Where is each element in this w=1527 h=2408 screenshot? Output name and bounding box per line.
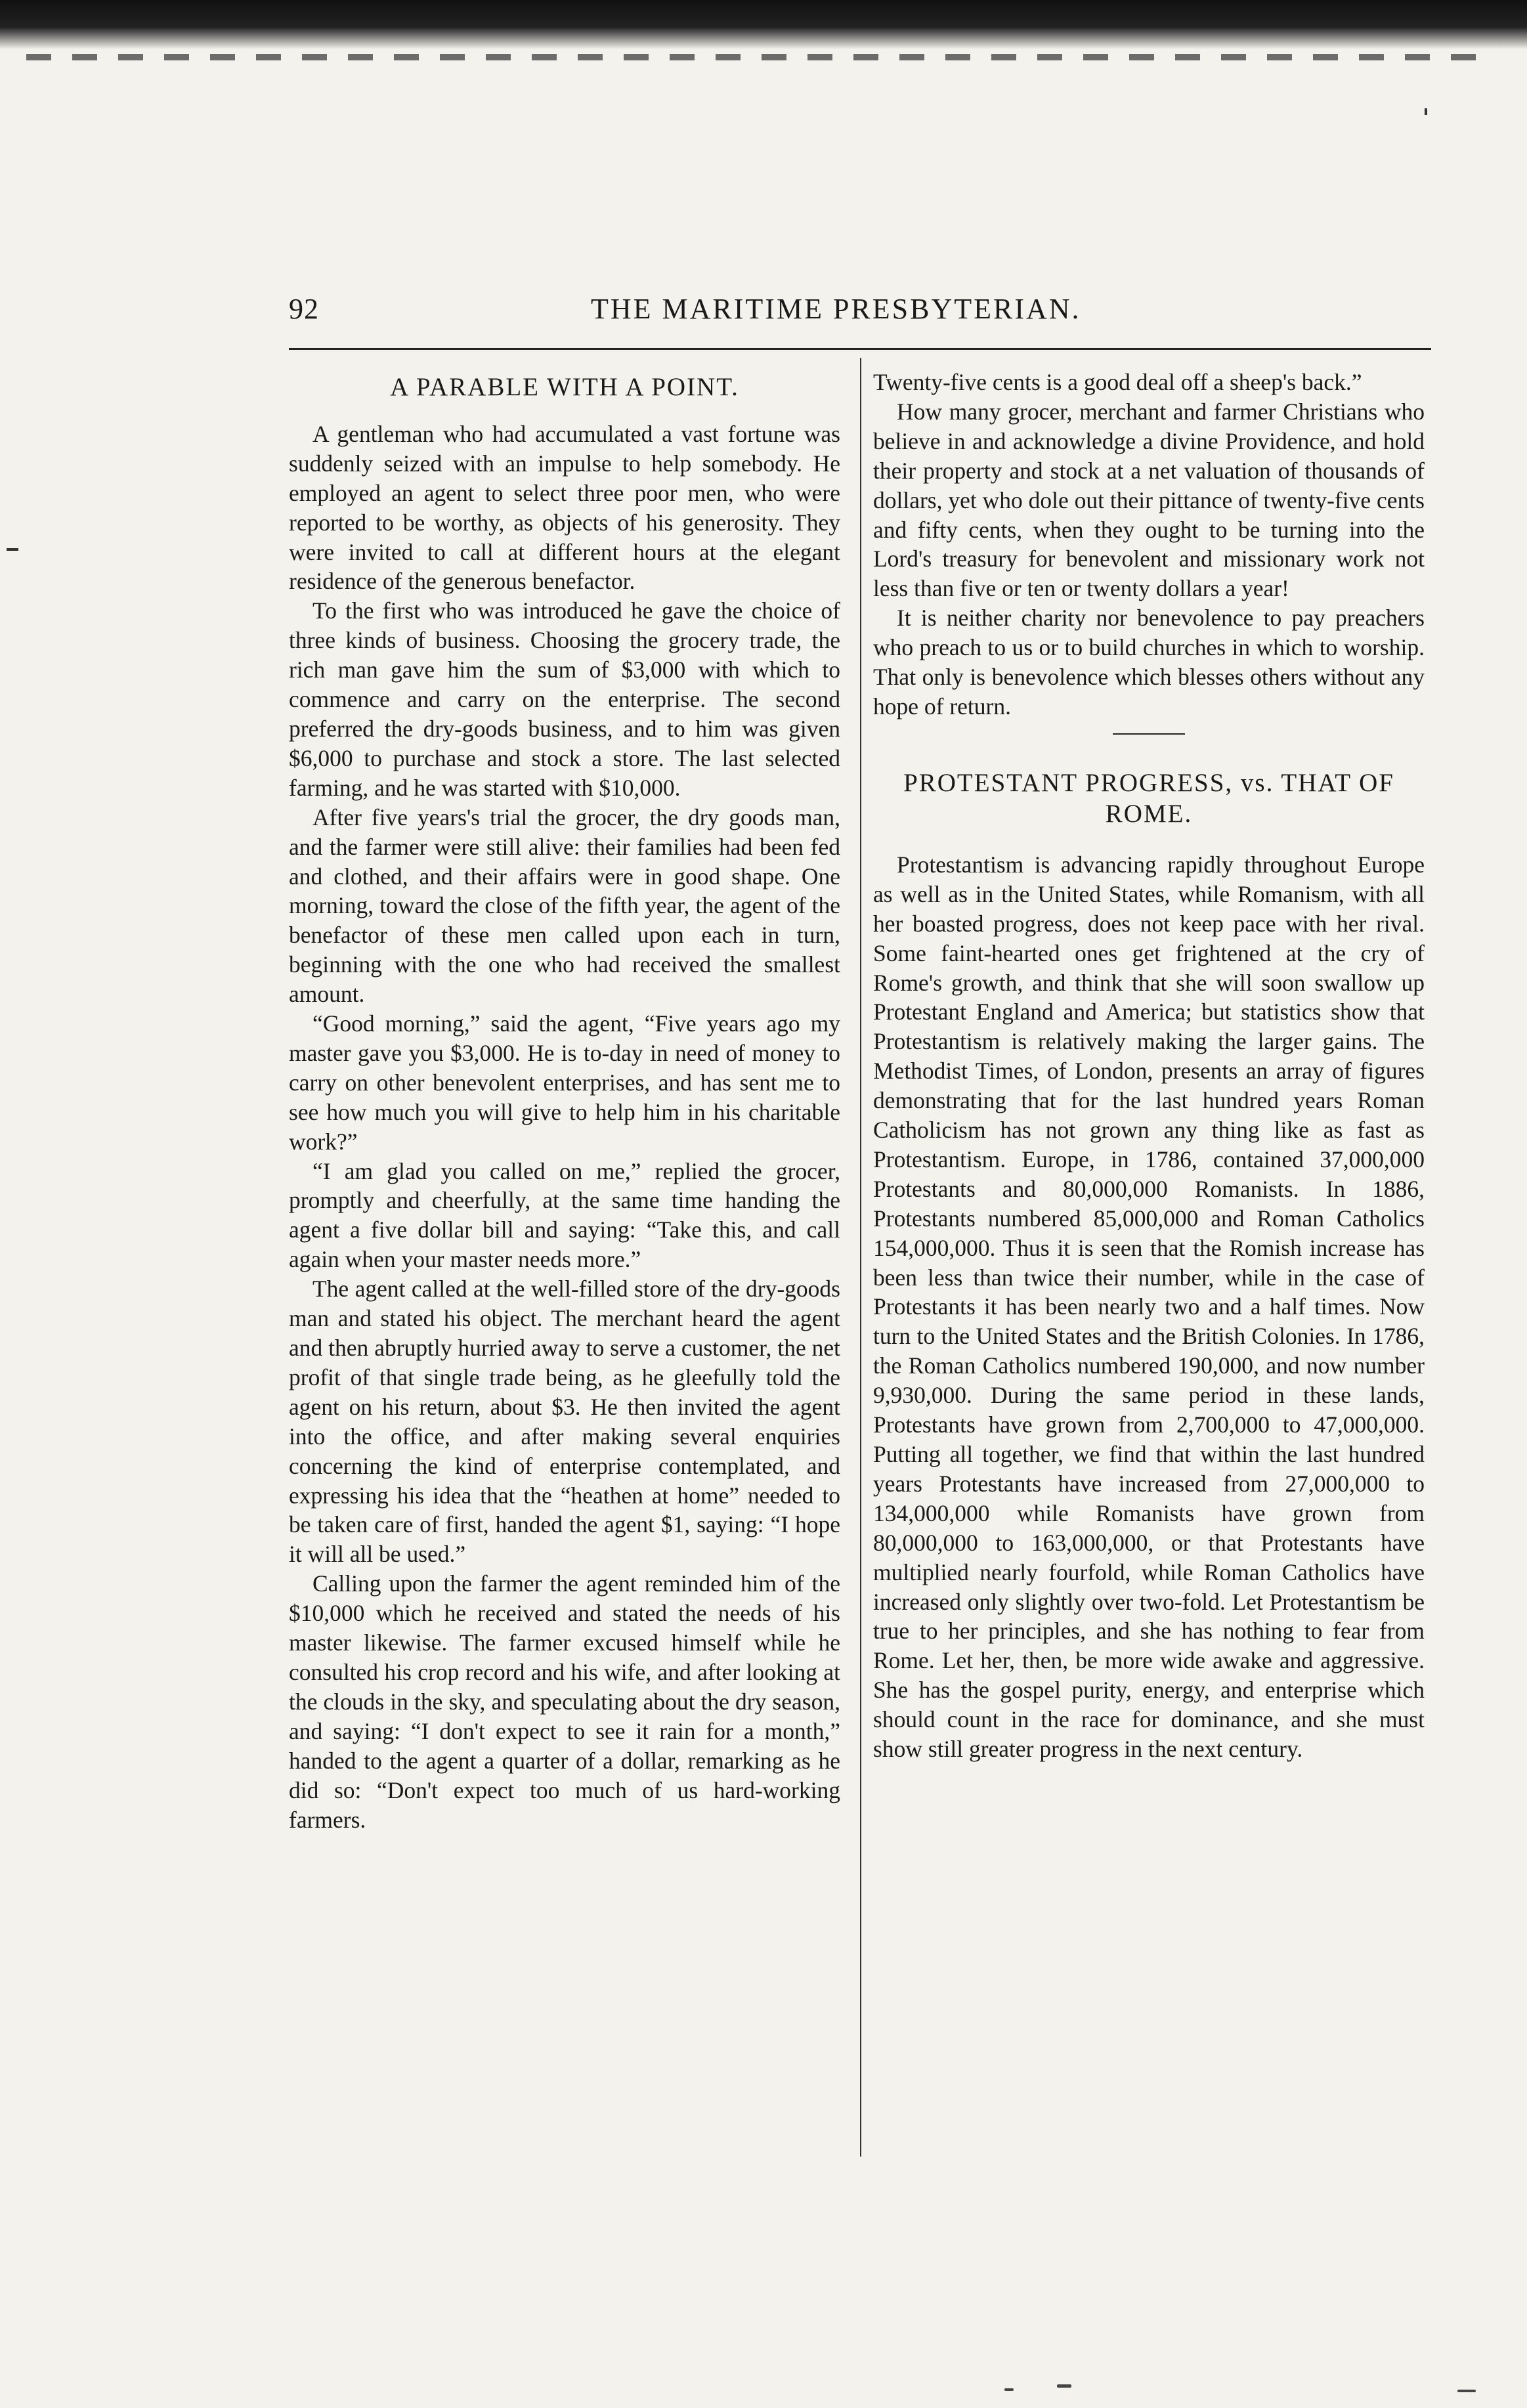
page-number: 92 (289, 293, 319, 325)
scan-speck (1057, 2384, 1071, 2388)
left-column (289, 368, 840, 1834)
section-separator (1113, 733, 1185, 735)
paragraph: A gentleman who had accumulated a vast fortune was suddenly seized with an impulse to help somebody. He employed an agent to select three poor men, who were reported to be worthy, as objects of his generosity. They were invited to call at different hours at the elegant residence of the generous benefactor. (289, 420, 840, 595)
scan-top-edge (0, 0, 1527, 49)
paragraph: “I am glad you called on me,” replied the grocer, promptly and cheerfully, at the same time handing the agent a five dollar bill and saying: “Take this, and call again when your master needs more.” (289, 1157, 840, 1273)
paragraph: How many grocer, merchant and farmer Christians who believe in and acknowledge a divine Providence, and hold their property and stock at a net valuation of thousands of dollars, yet who dole out their pittance of twenty-five cents and fifty cents, when they ought to be turning into the Lord's treasury for benevolent and missionary work not less than five or ten or twenty dollars a year! (873, 398, 1425, 602)
paragraph: “Good morning,” said the agent, “Five years ago my master gave you $3,000. He is to-day in need of money to carry on other benevolent enterprises, and has sent me to see how much you will give to help him in his charitable work?” (289, 1010, 840, 1155)
column-divider (860, 358, 861, 2157)
page-header (289, 292, 1444, 332)
paragraph: It is neither charity nor benevolence to pay preachers who preach to us or to build churches in which to worship. That only is benevolence which blesses others without any hope of return. (873, 605, 1425, 720)
paragraph: Twenty-five cents is a good deal off a sheep's back.” (873, 369, 1362, 395)
paragraph: To the first who was introduced he gave the choice of three kinds of business. Choosing the grocery trade, the rich man gave him the sum of $3,000 with which to commence and carry on the enterprise. The second preferred the dry-goods business, and to him was given $6,000 to purchase and stock a store. The last selected farming, and he was started with $10,000. (289, 597, 840, 801)
scan-top-edge-streak (26, 54, 1497, 60)
paragraph: The agent called at the well-filled store of the dry-goods man and stated his object. The merchant heard the agent and then abruptly hurried away to serve a customer, the net profit of that single trade being, as he gleefully told the agent on his return, about $3. He then invited the agent into the office, and after making several enquiries concerning the kind of enterprise contemplated, and expressing his idea that the “heathen at home” needed to be taken care of first, handed the agent $1, saying: “I hope it will all be used.” (289, 1276, 840, 1568)
journal-title: THE MARITIME PRESBYTERIAN. (591, 293, 1081, 325)
scan-edge-mark (7, 548, 18, 551)
header-rule (289, 348, 1431, 350)
article-title: PROTESTANT PROGRESS, vs. THAT OF ROME. (903, 768, 1394, 828)
scan-speck (1004, 2388, 1014, 2391)
scan-edge-mark (1425, 108, 1427, 115)
paragraph: Protestantism is advancing rapidly throughout Europe as well as in the United States, while Romanism, with all her boasted progress, does not keep pace with her rival. Some faint-hearted ones get frightened at the cry of Rome's growth, and think that she will soon swallow up Protestant England and America; but statistics show that Protestantism is relatively making the larger gains. The Methodist Times, of London, presents an array of figures demonstrating that for the last hundred years Roman Catholicism has not grown any thing like as fast as Protestantism. Europe, in 1786, contained 37,000,000 Protestants and 80,000,000 Romanists. In 1886, Protestants numbered 85,000,000 and Roman Catholics 154,000,000. Thus it is seen that the Romish increase has been less than twice their number, while in the case of Protestants it has been nearly two and a half times. Now turn to the United States and the British Colonies. In 1786, the Roman Catholics numbered 190,000, and now number 9,930,000. During the same period in these lands, Protestants have grown from 2,700,000 to 47,000,000. Putting all together, we find that within the last hundred years Protestants have increased from 27,000,000 to 134,000,000 while Romanists have grown from 80,000,000 to 163,000,000, or that Protestants have multiplied nearly fourfold, while Roman Catholics have increased only slightly over two-fold. Let Protestantism be true to her principles, and she has nothing to fear from Rome. Let her, then, be more wide awake and aggressive. She has the gospel purity, energy, and enterprise which should count in the race for dominance, and she must show still greater progress in the next century. (873, 851, 1425, 1763)
paragraph: Calling upon the farmer the agent reminded him of the $10,000 which he received and stated the needs of his master likewise. The farmer excused himself while he consulted his crop record and his wife, and after looking at the clouds in the sky, and speculating about the dry season, and saying: “I don't expect to see it rain for a month,” handed to the agent a quarter of a dollar, remarking as he did so: “Don't expect too much of us hard-working farmers. (289, 1570, 840, 1833)
scan-speck (1457, 2390, 1476, 2392)
paragraph: After five years's trial the grocer, the dry goods man, and the farmer were still alive: their families had been fed and clothed, and their affairs were in good shape. One morning, toward the close of the fifth year, the agent of the benefactor of these men called upon each in turn, beginning with the one who had received the smallest amount. (289, 804, 840, 1008)
article-title: A PARABLE WITH A POINT. (390, 373, 739, 401)
right-column (873, 368, 1425, 1764)
